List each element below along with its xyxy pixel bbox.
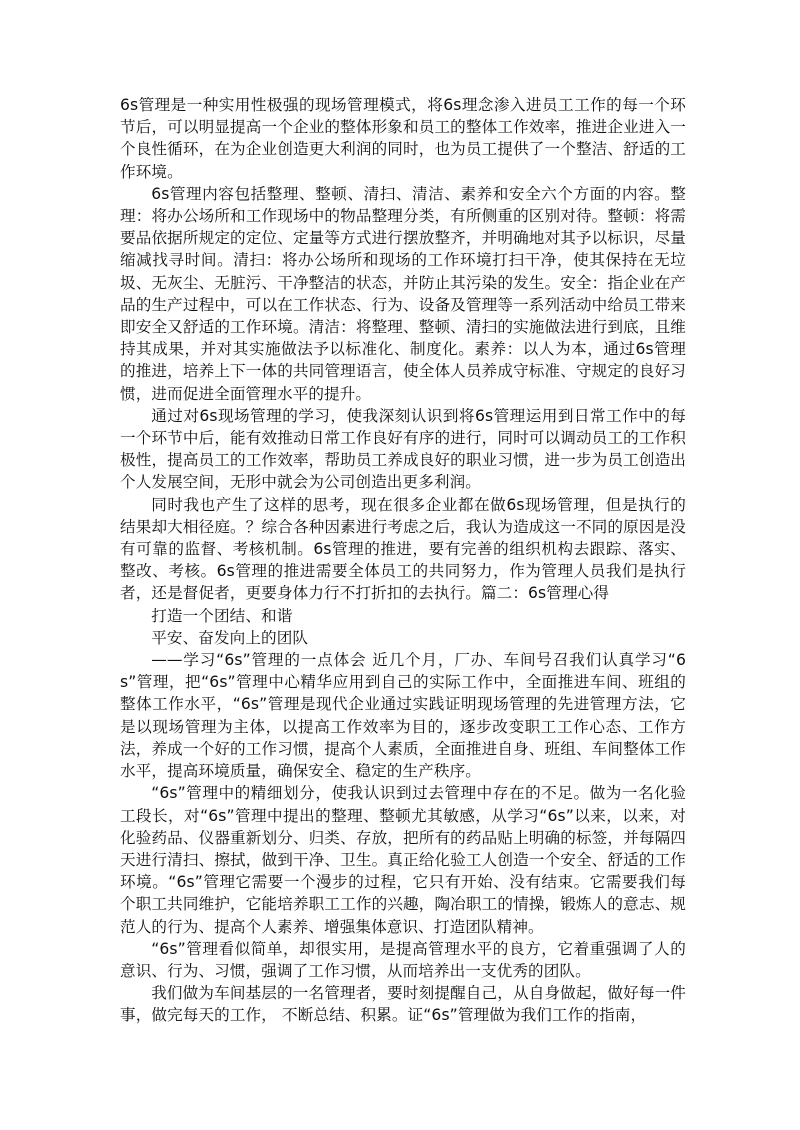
paragraph-6s-contents: 6s管理内容包括整理、整顿、清扫、清洁、素养和安全六个方面的内容。整理：将办公场所和工作现场中的物品整理分类，有所侧重的区别对待。整顿：将需要品依据所规定的定位、定量等方式进行摆放整齐，并明确地对其予以标识，尽量缩减找寻时间。清扫：将办公场所和现场的工作环境打扫干净，使其保持在无垃圾、无灰尘、无脏污、干净整洁的状态，并防止其污染的发生。安全：指企业在产品的生产过程中，可以在工作状态、行为、设备及管理等一系列活动中给员工带来即安全又舒适的工作环境。清洁：将整理、整顿、清扫的实施做法进行到底，且维持其成果，并对其实施做法予以标准化、制度化。素养：以人为本，通过6s管理的推进，培养上下一体的共同管理语言，使全体人员养成守标准、守规定的良好习惯，进而促进全面管理水平的提升。 — [120, 184, 686, 403]
paragraph-fine-division: “6s”管理中的精细划分，使我认识到过去管理中存在的不足。做为一名化验工段长，对“6s”管理中提出的整理、整顿尤其敏感，从学习“6s”以来，以来，对化验药品、仪器重新划分、归类、存放，把所有的药品贴上明确的标签，并每隔四天进行清扫、擦拭，做到干净、卫生。真正给化验工人创造一个安全、舒适的工作环境。“6s”管理它需要一个漫步的过程，它只有开始、没有结束。它需要我们每个职工共同维护，它能培养职工工作的兴趣，陶冶职工的情操，锻炼人的意志、规范人的行为、提高个人素养、增强集体意识、打造团队精神。 — [120, 784, 686, 936]
paragraph-reflection: 同时我也产生了这样的思考，现在很多企业都在做6s现场管理，但是执行的结果却大相径庭。？综合各种因素进行考虑之后，我认为造成这一不同的原因是没有可靠的监督、考核机制。6s管理的推进，要有完善的组织机构去跟踪、落实、整改、考核。6s管理的推进需要全体员工的共同努力，作为管理人员我们是执行者，还是督促者，更要身体力行不打折扣的去执行。篇二：6s管理心得 — [120, 495, 686, 603]
document-body — [120, 94, 686, 1027]
heading-line-2: 平安、奋发向上的团队 — [151, 628, 309, 647]
heading-line-1: 打造一个团结、和谐 — [151, 606, 293, 625]
paragraph-experience: ——学习“6s”管理的一点体会 近几个月，厂办、车间号召我们认真学习“6s”管理，把“6s”管理中心精华应用到自己的实际工作中，全面推进车间、班组的整体工作水平，“6s”管理是现代企业通过实践证明现场管理的先进管理方法，它是以现场管理为主体，以提高工作效率为目的，逐步改变职工工作心态、工作方法，养成一个好的工作习惯，提高个人素质，全面推进自身、班组、车间整体工作水平，提高环境质量，确保安全、稳定的生产秩序。 — [120, 651, 686, 781]
paragraph-manager: 我们做为车间基层的一名管理者，要时刻提醒自己，从自身做起，做好每一件事，做完每天的工作， 不断总结、积累。证“6s”管理做为我们工作的指南， — [120, 984, 686, 1025]
paragraph-intro: 6s管理是一种实用性极强的现场管理模式，将6s理念渗入进员工工作的每一个环节后，可以明显提高一个企业的整体形象和员工的整体工作效率，推进企业进入一个良性循环，在为企业创造更大利润的同时，也为员工提供了一个整洁、舒适的工作环境。 — [120, 96, 686, 181]
paragraph-learning-insight: 通过对6s现场管理的学习，使我深刻认识到将6s管理运用到日常工作中的每一个环节中后，能有效推动日常工作良好有序的进行，同时可以调动员工的工作积极性，提高员工的工作效率，帮助员工养成良好的职业习惯，进一步为员工创造出个人发展空间，无形中就会为公司创造出更多利润。 — [120, 406, 686, 492]
paragraph-simple-practical: “6s”管理看似简单，却很实用，是提高管理水平的良方，它着重强调了人的意识、行为、习惯，强调了工作习惯，从而培养出一支优秀的团队。 — [120, 939, 686, 980]
